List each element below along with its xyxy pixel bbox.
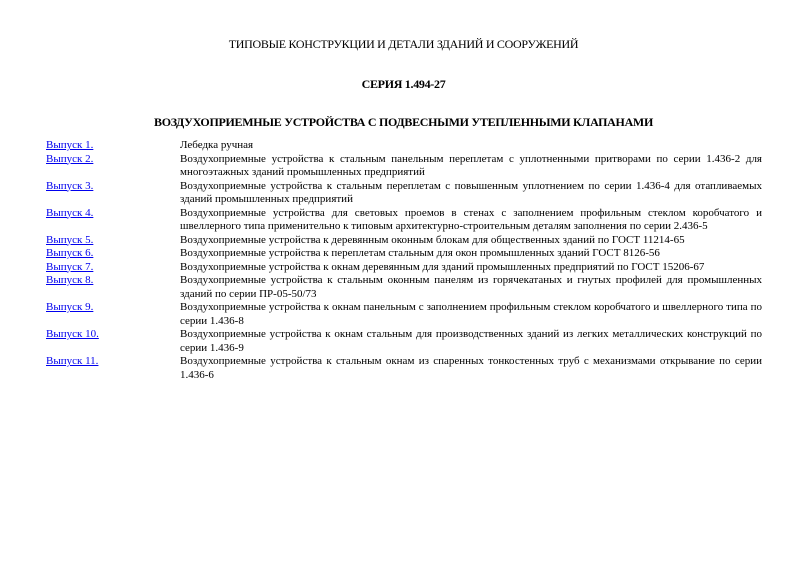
issue-description: Воздухоприемные устройства к стальным панельным переплетам с уплотненными притворами по серии 1.436-2 для многоэтажных зданий промышленных предприятий xyxy=(180,152,762,178)
issue-description: Воздухоприемные устройства к стальным переплетам с повышенным уплотнением по серии 1.436-4 для отапливаемых зданий промышленных предприятий xyxy=(180,179,762,205)
issue-description: Воздухоприемные устройства к деревянным оконным блокам для общественных зданий по ГОСТ 11214-65 xyxy=(180,233,685,246)
issue-link-3[interactable]: Выпуск 3. xyxy=(46,179,94,192)
issue-description: Воздухоприемные устройства к переплетам стальным для окон промышленных зданий ГОСТ 8126-56 xyxy=(180,247,660,259)
issue-link-10[interactable]: Выпуск 10. xyxy=(46,328,99,340)
issue-link-11[interactable]: Выпуск 11. xyxy=(46,355,99,367)
issues-list xyxy=(46,139,762,382)
issue-row xyxy=(46,139,762,153)
issue-row xyxy=(46,274,762,301)
issue-link-8[interactable]: Выпуск 8. xyxy=(46,274,94,286)
issue-row xyxy=(46,207,762,234)
document-header: ТИПОВЫЕ КОНСТРУКЦИИ И ДЕТАЛИ ЗДАНИЙ И СООРУЖЕНИЙ xyxy=(228,37,579,51)
issue-row xyxy=(46,180,762,207)
document-title: ВОЗДУХОПРИЕМНЫЕ УСТРОЙСТВА С ПОДВЕСНЫМИ УТЕПЛЕННЫМИ КЛАПАНАМИ xyxy=(154,115,653,129)
issue-row xyxy=(46,355,762,382)
issue-description: Лебедка ручная xyxy=(180,139,254,151)
issue-description: Воздухоприемные устройства к окнам деревянным для зданий промышленных предприятий по ГОСТ 15206-67 xyxy=(180,260,705,273)
issue-link-9[interactable]: Выпуск 9. xyxy=(46,301,94,313)
issue-row xyxy=(46,234,762,248)
issue-description: Воздухоприемные устройства для световых проемов в стенах с заполнением профильным стеклом коробчатого и швеллерного типа применительно к типовым архитектурно-строительным деталям заполнения по серии 2.436-5 xyxy=(180,206,762,232)
issue-description: Воздухоприемные устройства к окнам панельным с заполнением профильным стеклом коробчатого и швеллерного типа по серии 1.436-8 xyxy=(180,301,762,327)
issue-link-5[interactable]: Выпуск 5. xyxy=(46,233,94,246)
issue-link-4[interactable]: Выпуск 4. xyxy=(46,206,94,219)
issue-description: Воздухоприемные устройства к окнам стальным для производственных зданий из легких металлических конструкций по серии 1.436-9 xyxy=(180,328,762,354)
issue-link-6[interactable]: Выпуск 6. xyxy=(46,247,94,259)
issue-link-7[interactable]: Выпуск 7. xyxy=(46,260,94,273)
issue-row xyxy=(46,261,762,275)
issue-description: Воздухоприемные устройства к стальным оконным панелям из горячекатаных и гнутых профилей для промышленных зданий по серии ПР-05-50/73 xyxy=(180,274,762,300)
issue-row xyxy=(46,153,762,180)
issue-row xyxy=(46,328,762,355)
issue-description: Воздухоприемные устройства к стальным окнам из спаренных тонкостенных труб с механизмами открывание по серии 1.436-6 xyxy=(180,355,762,381)
issue-row xyxy=(46,301,762,328)
issue-link-2[interactable]: Выпуск 2. xyxy=(46,152,94,165)
issue-row xyxy=(46,247,762,261)
issue-link-1[interactable]: Выпуск 1. xyxy=(46,139,94,151)
series-number: СЕРИЯ 1.494-27 xyxy=(361,77,446,91)
